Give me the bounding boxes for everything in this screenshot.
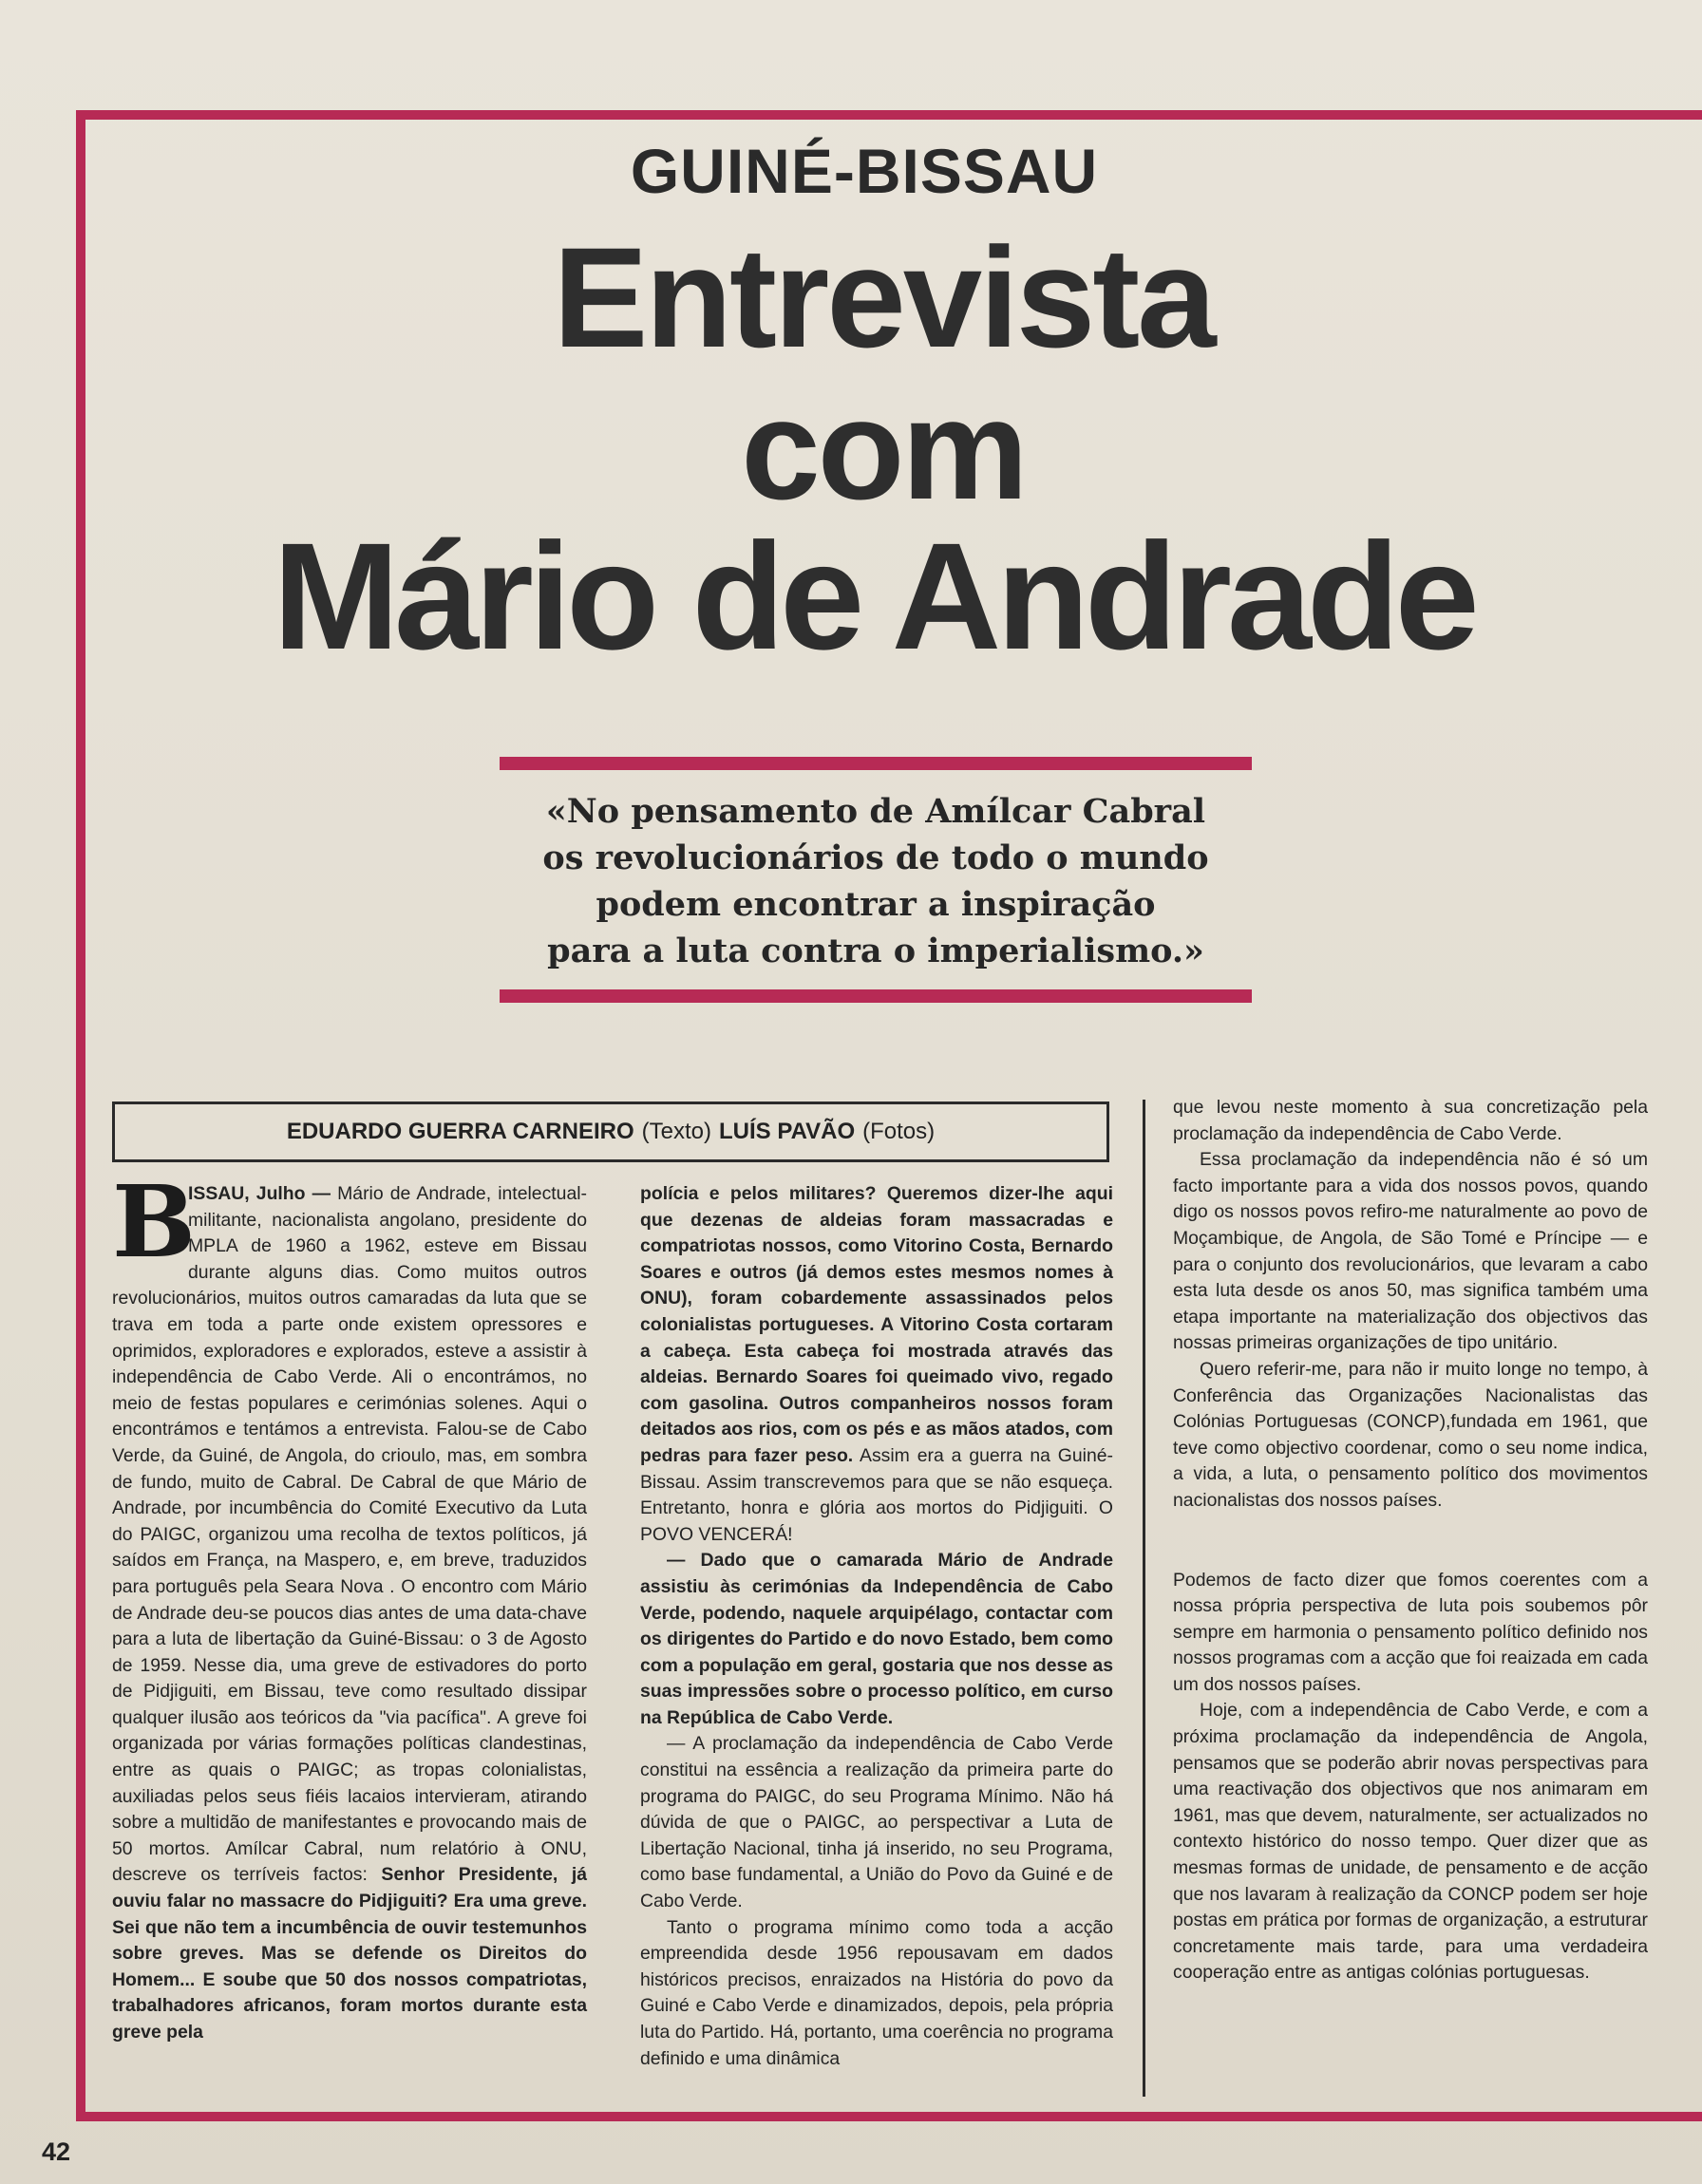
article-paragraph: — A proclamação da independência de Cabo Verde constitui na essência a realização da primeira parte do programa do PAIGC, do seu Programa Mínimo. Não há dúvida de que o PAIGC, ao perspectivar a Luta de Libertação Nacional, tinha já inserido, no seu Programa, como base fundamental, a União do Povo da Guiné e de Cabo Verde. (640, 1733, 1113, 1912)
article-text: Assim era a guerra na Guiné-Bissau. Assim transcrevemos para que se não esqueça. Entretanto, honra e glória aos mortos do Pidjiguiti. O POVO VENCERÁ! (640, 1444, 1114, 1545)
headline-line-2: com (741, 369, 1026, 529)
article-column-3 (1173, 1095, 1648, 1986)
interview-question (640, 1548, 1113, 1731)
pull-quote-line: «No pensamento de Amílcar Cabral (545, 792, 1206, 831)
headline-line-1: Entrevista (553, 217, 1214, 377)
pull-quote-top-bar (500, 757, 1252, 770)
dateline: ISSAU, Julho — (188, 1183, 338, 1204)
article-paragraph: Podemos de facto dizer que fomos coerentes com a nossa própria perspectiva de luta pois soubemos pôr sempre em harmonia o pensamento político definido nos nossos programas com a acção que foi reaizada em cada um dos nossos países. (1173, 1569, 1648, 1695)
pull-quote-bottom-bar (500, 989, 1252, 1003)
quoted-testimony: Senhor Presidente, já ouviu falar no massacre do Pidjiguiti? Era uma greve. Sei que não tem a incumbência de ouvir testemunhos sobre greves. Mas se defende os Direitos do Homem... E soube que 50 dos nossos compatriotas, trabalhadores africanos, foram mortos durante esta greve pela (112, 1864, 587, 2043)
byline-photographer: LUÍS PAVÃO (719, 1119, 856, 1144)
article-paragraph (640, 1181, 1113, 1548)
pull-quote (500, 788, 1252, 974)
paragraph-gap (1173, 1515, 1648, 1568)
question-text: — Dado que o camarada Mário de Andrade assistiu às cerimónias da Independência de Cabo Verde, podendo, naquele arquipélago, contactar com os dirigentes do Partido e do novo Estado, bem como com a população em geral, gostaria que nos desse as suas impressões sobre o processo político, em curso na República de Cabo Verde. (640, 1550, 1113, 1728)
article-paragraph (112, 1163, 587, 2046)
byline-author: EDUARDO GUERRA CARNEIRO (286, 1119, 634, 1144)
byline-author-role: (Texto) (641, 1119, 711, 1144)
article-paragraph: Quero referir-me, para não ir muito longe no tempo, à Conferência das Organizações Nacionalistas das Colónias Portuguesas (CONCP),fundada em 1961, que teve como objectivo coordenar, como o seu nome indica, a vida, a luta, o pensamento político dos movimentos nacionalistas dos nossos países. (1173, 1358, 1648, 1511)
article-paragraph: Tanto o programa mínimo como toda a acção empreendida desde 1956 repousavam em dados históricos precisos, enraizados na História do povo da Guiné e Cabo Verde e dinamizados, depois, pela própria luta do Partido. Há, portanto, uma coerência no programa definido e uma dinâmica (640, 1916, 1113, 2069)
page-number: 42 (42, 2137, 71, 2166)
article-paragraph: Essa proclamação da independência não é só um facto importante para a vida dos nossos povos, quando digo os nossos povos refiro-me naturalmente ao povo de Moçambique, de Angola, de São Tomé e Príncipe — e para o conjunto dos revolucionários, que levaram a cabo esta luta desde os anos 50, mas significa também uma etapa importante na materialização dos objectivos das nossas primeiras organizações de tipo unitário. (1173, 1149, 1648, 1354)
quoted-testimony: polícia e pelos militares? Queremos dizer-lhe aqui que dezenas de aldeias foram massacradas e compatriotas nossos, como Vitorino Costa, Bernardo Soares e outros (já demos estes mesmos nomes à ONU), foram cobardemente assassinados pelos colonialistas portugueses. A Vitorino Costa cortaram a cabeça. Esta cabeça foi mostrada através das aldeias. Bernardo Soares foi queimado vivo, regado com gasolina. Outros companheiros nossos foram deitados aos rios, com os pés e as mãos atados, com pedras para fazer peso. (640, 1183, 1113, 1466)
column-rule (1143, 1100, 1145, 2097)
pull-quote-line: podem encontrar a inspiração (596, 885, 1156, 924)
pull-quote-line: para a luta contra o imperialismo.» (547, 932, 1204, 970)
byline-photographer-role: (Fotos) (862, 1119, 936, 1144)
headline-line-3: Mário de Andrade (273, 511, 1475, 681)
article-text: Mário de Andrade, intelectual-militante, nacionalista angolano, presidente do MPLA de 1960 a 1962, esteve em Bissau durante alguns dias. Como muitos outros revolucionários, muitos outros camaradas da luta que se trava em toda a parte onde existem opressores e oprimidos, exploradores e explorados, esteve a assistir à independência de Cabo Verde. Ali o encontrámos, no meio de festas populares e cerimónias solenes. Aqui o encontrámos e tentámos a entrevista. Falou-se de Cabo Verde, da Guiné, de Angola, do crioulo, mas, em sombra de fundo, muito de Cabral. De Cabral de que Mário de Andrade, por incumbência do Comité Executivo da Luta do PAIGC, organizou uma recolha de textos políticos, já saídos em França, na Maspero, e, em breve, traduzidos para português pela Seara Nova . O encontro com Mário de Andrade deu-se poucos dias antes de uma data-chave para a luta de libertação da Guiné-Bissau: o 3 de Agosto de 1959. Nesse dia, uma greve de estivadores do porto de Pidjiguiti, em Bissau, teve como resultado dissipar qualquer ilusão aos teóricos da "via pacífica". A greve foi organizada por várias formações políticas clandestinas, entre as quais o PAIGC; as tropas colonialistas, auxiliadas pelos seus fiéis lacaios intervieram, atirando sobre a multidão de manifestantes e provocando mais de 50 mortos. Amílcar Cabral, num relatório à ONU, descreve os terríveis factos: (112, 1183, 587, 1886)
byline-box (112, 1101, 1109, 1162)
section-kicker: GUINÉ-BISSAU (630, 136, 1099, 206)
article-paragraph: que levou neste momento à sua concretização pela proclamação da independência de Cabo Verde. (1173, 1097, 1648, 1144)
drop-cap: B (112, 1163, 196, 1280)
article-paragraph: Hoje, com a independência de Cabo Verde, e com a próxima proclamação da independência de Angola, pensamos que se poderão abrir novas perspectivas para uma reactivação dos objectivos que nos animaram em 1961, mas que devem, naturalmente, ser actualizados no contexto histórico do nosso tempo. Quer dizer que as mesmas formas de unidade, de pensamento e de acção que nos lavaram à realização da CONCP podem ser hoje postas em prática por formas de organização, a estruturar concretamente mais tarde, para uma verdadeira cooperação entre as antigas colónias portuguesas. (1173, 1700, 1648, 1984)
pull-quote-line: os revolucionários de todo o mundo (542, 838, 1209, 877)
frame-top-rule (76, 110, 1702, 120)
frame-bottom-rule (76, 2112, 1702, 2121)
article-column-1 (112, 1163, 587, 2046)
article-column-2 (640, 1181, 1113, 2072)
